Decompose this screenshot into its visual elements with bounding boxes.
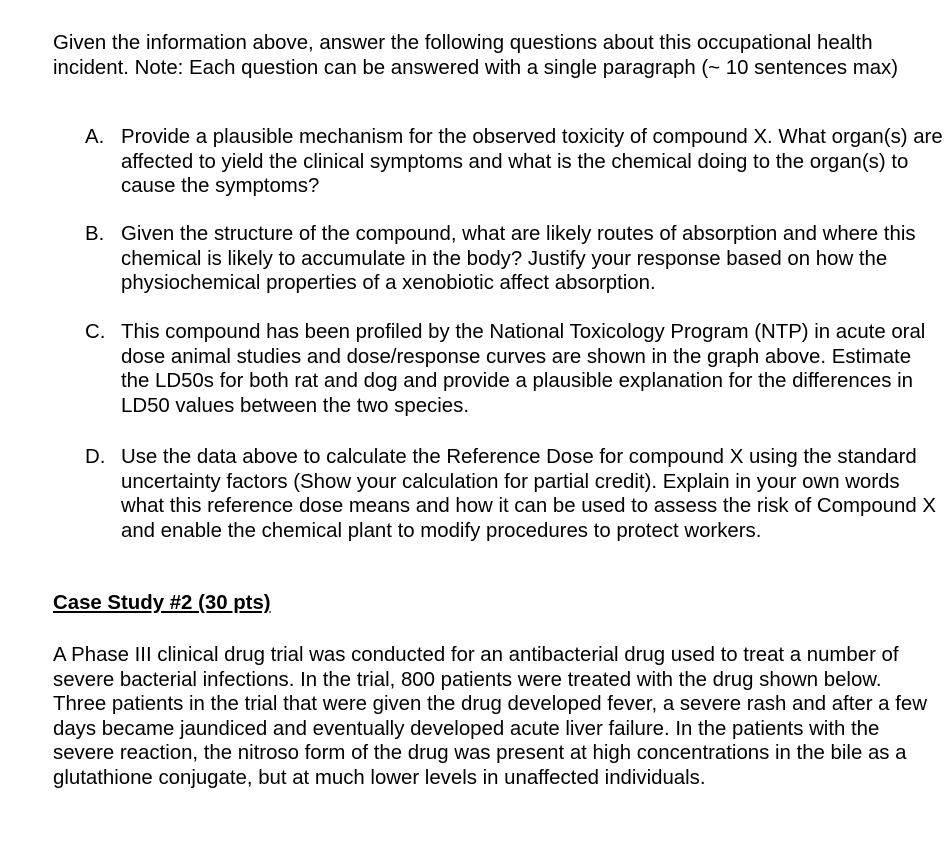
intro-paragraph: Given the information above, answer the following questions about this occupational health incident. Note: Each question can be answered with a single paragraph (~ 10 sentences max) (53, 32, 899, 79)
question-text: Use the data above to calculate the Reference Dose for compound X using the standard uncertainty factors (Show your calculation for partial credit). Explain in your own words what this reference dose means and how it can be used to assess the risk of Compound X and enable the chemical plant to modify procedures to protect workers. (121, 446, 936, 542)
question-a (85, 125, 945, 199)
question-b (85, 222, 945, 296)
question-letter: D. (85, 446, 106, 468)
question-letter: B. (85, 223, 105, 245)
question-c (85, 320, 945, 418)
question-text: Given the structure of the compound, what are likely routes of absorption and where this chemical is likely to accumulate in the body? Justify your response based on how the physiochemical properties of a xenobiotic affect absorption. (121, 223, 916, 295)
case-study-heading: Case Study #2 (30 pts) (53, 592, 271, 614)
question-letter: C. (85, 321, 106, 343)
case-study-paragraph: A Phase III clinical drug trial was conducted for an antibacterial drug used to treat a number of severe bacterial infections. In the trial, 800 patients were treated with the drug shown below. Three patients in the trial that were given the drug developed fever, a severe rash and after a few days became jaundiced and eventually developed acute liver failure. In the patients with the severe reaction, the nitroso form of the drug was present at high concentrations in the bile as a glutathione conjugate, but at much lower levels in unaffected individuals. (53, 644, 927, 789)
question-letter: A. (85, 126, 105, 148)
question-text: This compound has been profiled by the National Toxicology Program (NTP) in acute oral dose animal studies and dose/response curves are shown in the graph above. Estimate the LD50s for both rat and dog and provide a plausible explanation for the differences in LD50 values between the two species. (121, 321, 926, 417)
question-d (85, 445, 945, 543)
question-text: Provide a plausible mechanism for the observed toxicity of compound X. What organ(s) are affected to yield the clinical symptoms and what is the chemical doing to the organ(s) to cause the symptoms? (121, 126, 943, 198)
